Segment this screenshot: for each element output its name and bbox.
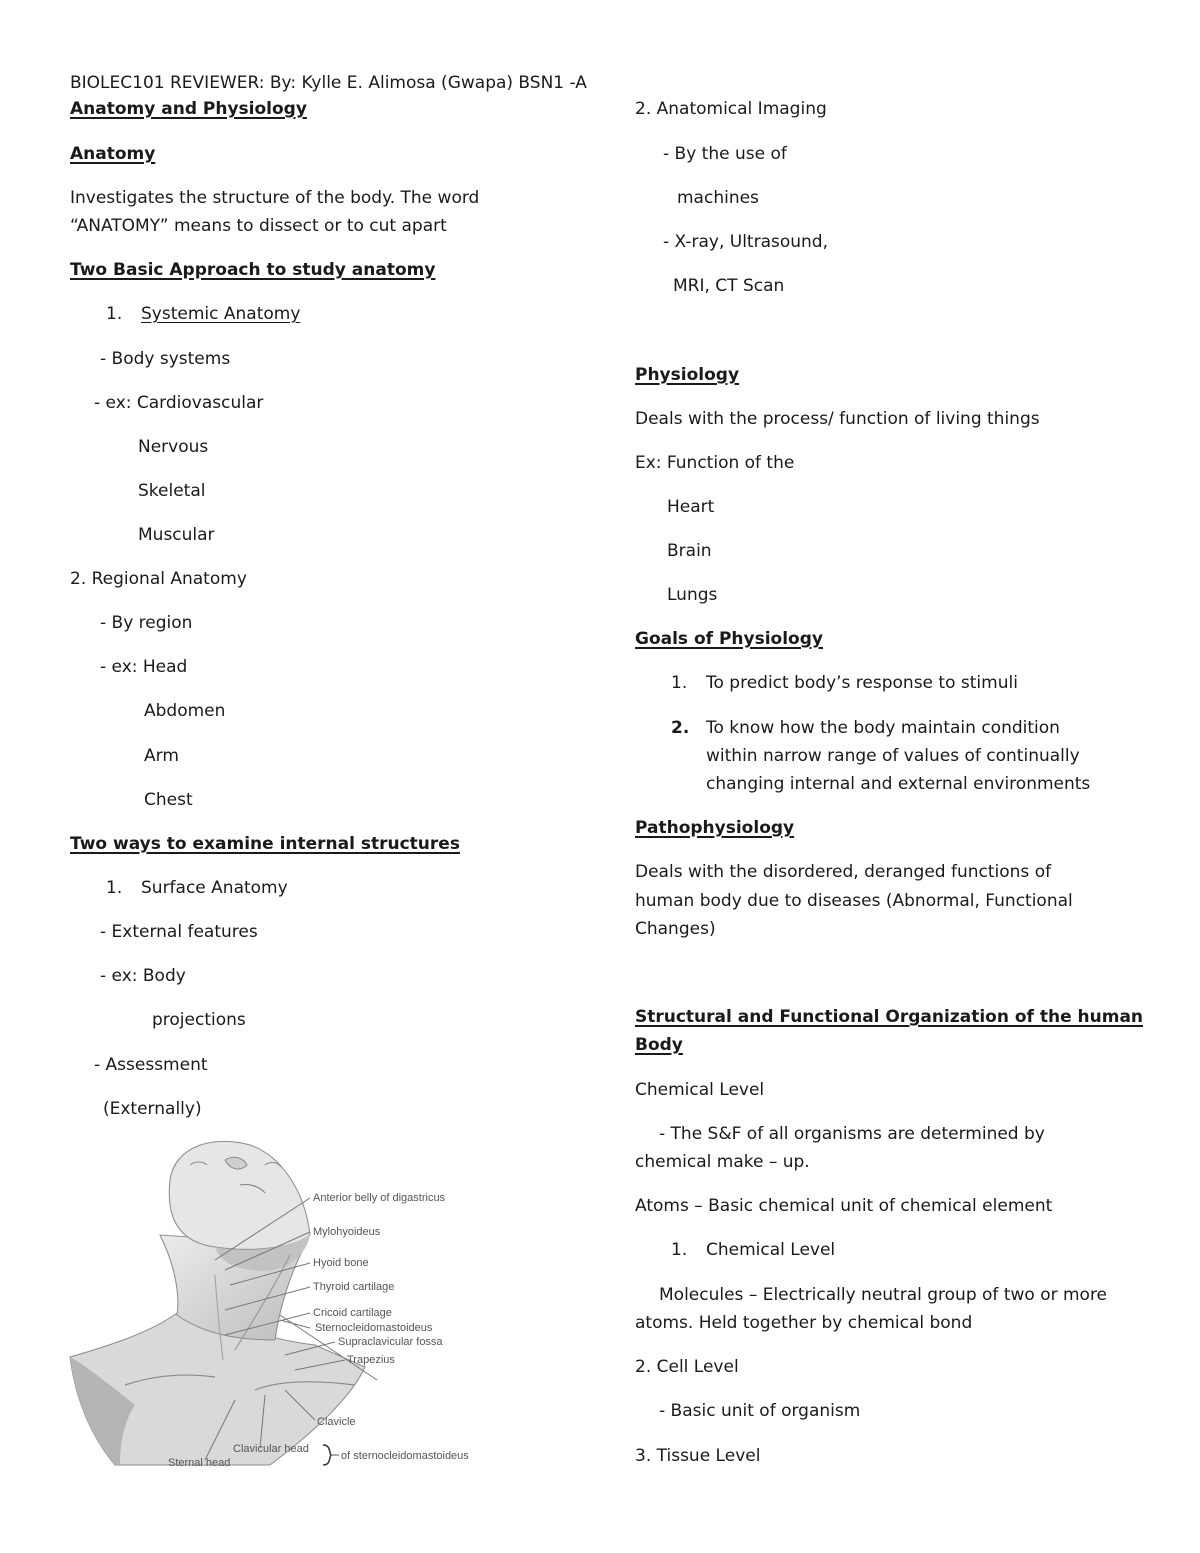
mri-item: MRI, CT Scan [673,276,785,296]
goal-1-number: 1. [671,673,688,693]
label-of-sternocleidomastoideus: of sternocleidomastoideus [341,1450,469,1462]
neck-anatomy-figure [65,1135,495,1480]
sf-line-2: chemical make – up. [635,1152,810,1172]
label-clavicle: Clavicle [317,1416,356,1428]
goal-2-line-3: changing internal and external environments [706,774,1091,794]
pathophysiology-line-3: Changes) [635,919,716,939]
anatomical-imaging-title: 2. Anatomical Imaging [635,99,827,119]
goal-1-text: To predict body’s response to stimuli [706,673,1018,693]
by-region-item: - By region [100,613,193,633]
systemic-anatomy-title: Systemic Anatomy [141,304,301,324]
example-cardiovascular: - ex: Cardiovascular [94,393,264,413]
example-muscular: Muscular [138,525,215,545]
example-projections: projections [152,1010,246,1030]
example-arm: Arm [144,746,179,766]
example-abdomen: Abdomen [144,701,226,721]
example-nervous: Nervous [138,437,209,457]
atoms-definition: Atoms – Basic chemical unit of chemical element [635,1196,1053,1216]
cell-level-title: 2. Cell Level [635,1357,739,1377]
example-chest: Chest [144,790,193,810]
molecules-line-2: atoms. Held together by chemical bond [635,1313,973,1333]
example-head: - ex: Head [100,657,188,677]
externally-item: (Externally) [103,1099,202,1119]
physiology-definition: Deals with the process/ function of living things [635,409,1040,429]
chemical-level-number: 1. [671,1240,688,1260]
pathophysiology-line-2: human body due to diseases (Abnormal, Functional [635,891,1073,911]
example-body: - ex: Body [100,966,186,986]
anatomy-definition-line-1: Investigates the structure of the body. The word [70,188,480,208]
surface-anatomy-title: Surface Anatomy [141,878,288,898]
example-brain: Brain [667,541,712,561]
label-trapezius: Trapezius [347,1354,395,1366]
label-sternocleidomastoideus: Sternocleidomastoideus [315,1322,433,1334]
label-supraclavicular-fossa: Supraclavicular fossa [338,1336,443,1348]
assessment-item: - Assessment [94,1055,208,1075]
regional-anatomy-title: 2. Regional Anatomy [70,569,247,589]
label-anterior-belly: Anterior belly of digastricus [313,1192,446,1204]
main-title: Anatomy and Physiology [70,99,307,119]
organization-heading-line-2: Body [635,1035,683,1055]
document-header: BIOLEC101 REVIEWER: By: Kylle E. Alimosa (Gwapa) BSN1 -A [70,73,587,93]
chemical-level-item: Chemical Level [706,1240,836,1260]
pathophysiology-heading: Pathophysiology [635,818,795,838]
label-hyoid-bone: Hyoid bone [313,1257,369,1269]
head-shape [169,1141,310,1249]
label-cricoid-cartilage: Cricoid cartilage [313,1307,392,1319]
physiology-heading: Physiology [635,365,740,385]
label-mylohyoideus: Mylohyoideus [313,1226,381,1238]
brace-shape [323,1445,331,1465]
goal-2-line-1: To know how the body maintain condition [706,718,1060,738]
surface-number: 1. [106,878,123,898]
machines-item: machines [677,188,759,208]
approach-heading: Two Basic Approach to study anatomy [70,260,436,280]
external-features-item: - External features [100,922,258,942]
examine-heading: Two ways to examine internal structures [70,834,460,854]
label-sternal-head: Sternal head [168,1457,231,1469]
goal-2-line-2: within narrow range of values of continually [706,746,1080,766]
anatomy-heading: Anatomy [70,144,156,164]
pathophysiology-line-1: Deals with the disordered, deranged functions of [635,862,1052,882]
chemical-level-label: Chemical Level [635,1080,765,1100]
goals-heading: Goals of Physiology [635,629,823,649]
basic-unit-item: - Basic unit of organism [659,1401,861,1421]
molecules-line-1: Molecules – Electrically neutral group of two or more [659,1285,1108,1305]
example-heart: Heart [667,497,715,517]
systemic-number: 1. [106,304,123,324]
by-use-item: - By the use of [663,144,787,164]
example-function: Ex: Function of the [635,453,795,473]
example-skeletal: Skeletal [138,481,206,501]
label-clavicular-head: Clavicular head [233,1443,309,1455]
label-thyroid-cartilage: Thyroid cartilage [313,1281,395,1293]
anatomy-definition-line-2: “ANATOMY” means to dissect or to cut apart [70,216,447,236]
body-systems-item: - Body systems [100,349,231,369]
sf-line-1: - The S&F of all organisms are determined by [659,1124,1045,1144]
example-lungs: Lungs [667,585,718,605]
xray-item: - X-ray, Ultrasound, [663,232,828,252]
tissue-level-title: 3. Tissue Level [635,1446,761,1466]
goal-2-number: 2. [671,718,690,738]
organization-heading-line-1: Structural and Functional Organization of the human [635,1007,1144,1027]
